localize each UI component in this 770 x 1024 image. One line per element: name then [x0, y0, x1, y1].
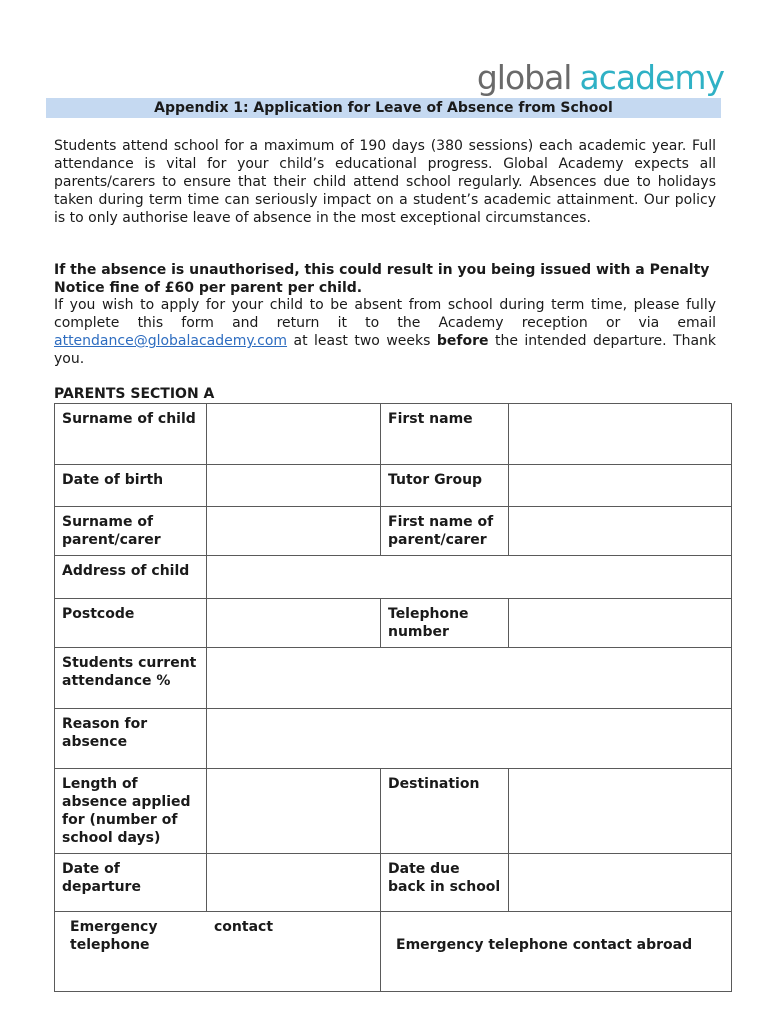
emergency-contact-text: contact — [214, 919, 274, 935]
emergency-telephone-text: Emergency telephone — [70, 919, 158, 953]
input-date-due-back[interactable] — [509, 854, 732, 912]
cell-emergency-contact[interactable] — [55, 912, 381, 992]
label-reason-for-absence: Reason for absence — [55, 709, 207, 769]
logo-word-global: global — [476, 58, 572, 97]
label-length-of-absence: Length of absence applied for (number of school days) — [55, 769, 207, 854]
instructions-text-3: the intended departure. Thank you. — [54, 333, 717, 367]
intro-paragraph: Students attend school for a maximum of 190 days (380 sessions) each academic year. Full attendance is vital for your child’s educational progress. Global Academy expects all parents/carers to ensure that their child attend school regularly. Absences due to holidays taken during term time can seriously impact on a student’s academic attainment. Our policy is to only authorise leave of absence in the most exceptional circumstances. — [54, 138, 716, 226]
input-telephone-number[interactable] — [509, 599, 732, 648]
input-first-name-of-parent[interactable] — [509, 507, 732, 556]
label-address-of-child: Address of child — [55, 556, 207, 599]
label-postcode: Postcode — [55, 599, 207, 648]
label-surname-of-child: Surname of child — [55, 404, 207, 465]
label-surname-of-parent: Surname of parent/carer — [55, 507, 207, 556]
attendance-email-link[interactable]: attendance@globalacademy.com — [54, 333, 288, 349]
label-first-name-of-parent: First name of parent/carer — [381, 507, 509, 556]
input-current-attendance[interactable] — [207, 648, 732, 709]
input-destination[interactable] — [509, 769, 732, 854]
section-title: PARENTS SECTION A — [54, 386, 215, 402]
label-tutor-group: Tutor Group — [381, 465, 509, 507]
penalty-warning: If the absence is unauthorised, this could result in you being issued with a Penalty Notice fine of £60 per parent per child. — [54, 262, 710, 296]
label-destination: Destination — [381, 769, 509, 854]
label-telephone-number: Telephone number — [381, 599, 509, 648]
input-date-of-departure[interactable] — [207, 854, 381, 912]
input-surname-of-child[interactable] — [207, 404, 381, 465]
label-date-of-birth: Date of birth — [55, 465, 207, 507]
label-date-due-back: Date due back in school — [381, 854, 509, 912]
emergency-contact-label — [62, 918, 373, 954]
label-current-attendance: Students current attendance % — [55, 648, 207, 709]
input-length-of-absence[interactable] — [207, 769, 381, 854]
input-date-of-birth[interactable] — [207, 465, 381, 507]
label-date-of-departure: Date of departure — [55, 854, 207, 912]
emergency-contact-abroad-label: Emergency telephone contact abroad — [396, 937, 693, 953]
cell-emergency-contact-abroad[interactable] — [381, 912, 732, 992]
input-reason-for-absence[interactable] — [207, 709, 732, 769]
logo-word-academy: academy — [579, 58, 724, 97]
parents-section-a-table — [54, 403, 732, 992]
input-tutor-group[interactable] — [509, 465, 732, 507]
input-surname-of-parent[interactable] — [207, 507, 381, 556]
appendix-title-banner: Appendix 1: Application for Leave of Absence from School — [46, 98, 721, 118]
input-first-name[interactable] — [509, 404, 732, 465]
input-postcode[interactable] — [207, 599, 381, 648]
instructions-text-2: at least two weeks — [293, 333, 431, 349]
label-first-name: First name — [381, 404, 509, 465]
instructions-text-1: If you wish to apply for your child to be absent from school during term time, please fully complete this form and return it to the Academy reception or via email — [54, 297, 716, 331]
global-academy-logo — [477, 58, 724, 98]
instructions-bold-before: before — [436, 333, 489, 349]
input-address-of-child[interactable] — [207, 556, 732, 599]
instructions-paragraph — [54, 296, 716, 368]
